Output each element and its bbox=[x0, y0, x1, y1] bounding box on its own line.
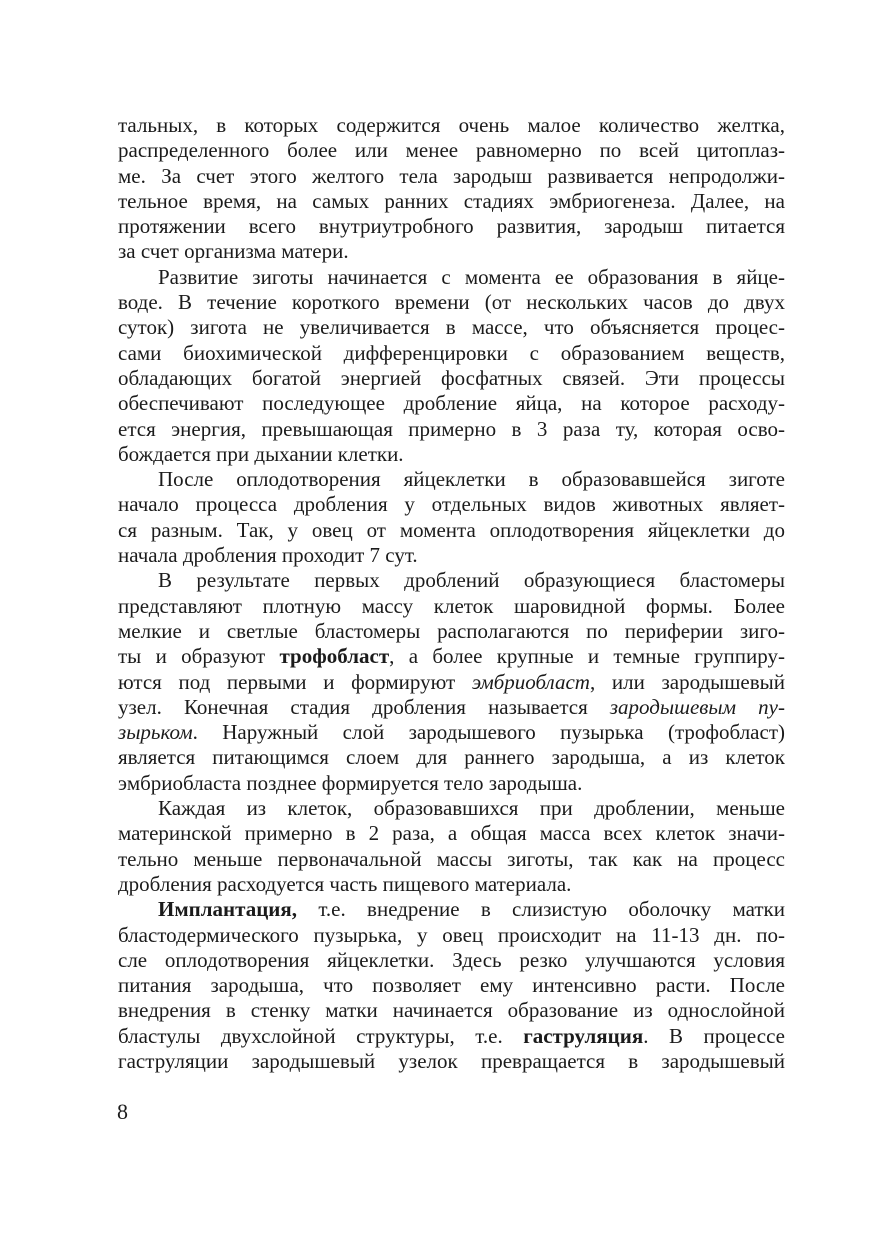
text-run: начала дробления проходит 7 сут. bbox=[118, 543, 418, 568]
paragraph bbox=[118, 265, 785, 467]
text-line bbox=[118, 796, 785, 821]
text-line bbox=[118, 568, 785, 593]
text-line bbox=[118, 670, 785, 695]
text-run: Развитие зиготы начинается с момента ее образования в яйце- bbox=[158, 264, 785, 289]
text-line bbox=[118, 1024, 785, 1049]
text-run: воде. В течение короткого времени (от нескольких часов до двух bbox=[118, 290, 785, 315]
text-run: тальных, в которых содержится очень малое количество желтка, bbox=[118, 113, 785, 137]
text-line bbox=[118, 164, 785, 189]
text-line bbox=[118, 315, 785, 340]
text-line bbox=[118, 872, 785, 897]
text-line bbox=[118, 619, 785, 644]
italic-term: зародышевым пу- bbox=[609, 694, 785, 719]
text-line bbox=[118, 492, 785, 517]
text-run: мелкие и светлые бластомеры располагаются по периферии зиго- bbox=[118, 618, 785, 643]
text-line bbox=[118, 847, 785, 872]
text-run: суток) зигота не увеличивается в массе, что объясняется процес- bbox=[118, 315, 785, 340]
text-line bbox=[118, 265, 785, 290]
text-line bbox=[118, 391, 785, 416]
text-line bbox=[118, 417, 785, 442]
text-line bbox=[118, 644, 785, 669]
text-run: ме. За счет этого желтого тела зародыш развивается непродолжи- bbox=[118, 163, 785, 188]
text-line bbox=[118, 897, 785, 922]
paragraph bbox=[118, 113, 785, 265]
text-run: тельное время, на самых ранних стадиях эмбриогенеза. Далее, на bbox=[118, 188, 785, 213]
text-line bbox=[118, 998, 785, 1023]
text-line bbox=[118, 518, 785, 543]
text-line bbox=[118, 745, 785, 770]
text-run: распределенного более или менее равномерно по всей цитоплаз- bbox=[118, 138, 785, 163]
text-line bbox=[118, 189, 785, 214]
text-run: . Наружный слой зародышевого пузырька (трофобласт) bbox=[192, 720, 785, 745]
text-run: протяжении всего внутриутробного развития, зародыш питается bbox=[118, 214, 785, 239]
text-run: тельно меньше первоначальной массы зиготы, так как на процесс bbox=[118, 846, 785, 871]
text-line bbox=[118, 720, 785, 745]
paragraph bbox=[118, 568, 785, 796]
text-line bbox=[118, 695, 785, 720]
text-run: , или зародышевый bbox=[589, 669, 786, 694]
text-run: После оплодотворения яйцеклетки в образовавшейся зиготе bbox=[158, 467, 785, 492]
text-run: В результате первых дроблений образующиеся бластомеры bbox=[158, 568, 785, 593]
text-run: за счет организма матери. bbox=[118, 239, 349, 264]
text-line bbox=[118, 341, 785, 366]
text-run: узел. Конечная стадия дробления называется bbox=[118, 694, 610, 719]
text-run: ся разным. Так, у овец от момента оплодотворения яйцеклетки до bbox=[118, 517, 785, 542]
text-run: бластулы двухслойной структуры, т.е. bbox=[118, 1023, 524, 1048]
text-run: ются под первыми и формируют bbox=[118, 669, 472, 694]
text-line bbox=[118, 113, 785, 138]
text-line bbox=[118, 290, 785, 315]
text-run: т.е. внедрение в слизистую оболочку матки bbox=[297, 897, 785, 922]
text-line bbox=[118, 442, 785, 467]
text-run: сле оплодотворения яйцеклетки. Здесь резко улучшаются условия bbox=[118, 947, 785, 972]
text-run: обеспечивают последующее дробление яйца, на которое расходу- bbox=[118, 391, 785, 416]
paragraph bbox=[118, 467, 785, 568]
bold-term: трофобласт bbox=[279, 644, 390, 669]
text-run: обладающих богатой энергией фосфатных связей. Эти процессы bbox=[118, 365, 785, 390]
text-line bbox=[118, 821, 785, 846]
paragraph bbox=[118, 897, 785, 1074]
text-run: сами биохимической дифференцировки с образованием веществ, bbox=[118, 340, 785, 365]
text-run: , а более крупные и темные группиру- bbox=[389, 644, 785, 669]
text-line bbox=[118, 948, 785, 973]
text-run: является питающимся слоем для раннего зародыша, а из клеток bbox=[118, 745, 785, 770]
text-run: питания зародыша, что позволяет ему интенсивно расти. После bbox=[118, 973, 785, 998]
text-line bbox=[118, 214, 785, 239]
text-run: бластодермического пузырька, у овец происходит на 11-13 дн. по- bbox=[118, 922, 785, 947]
text-run: внедрения в стенку матки начинается образование из однослойной bbox=[118, 998, 785, 1023]
text-run: гаструляции зародышевый узелок превращается в зародышевый bbox=[118, 1048, 785, 1073]
bold-term: Имплантация, bbox=[158, 897, 298, 922]
text-line bbox=[118, 973, 785, 998]
text-run: материнской примерно в 2 раза, а общая масса всех клеток значи- bbox=[118, 821, 785, 846]
text-line bbox=[118, 594, 785, 619]
text-line bbox=[118, 467, 785, 492]
text-run: бождается при дыхании клетки. bbox=[118, 441, 404, 466]
text-run: Каждая из клеток, образовавшихся при дроблении, меньше bbox=[158, 796, 785, 821]
paragraph bbox=[118, 796, 785, 897]
text-line bbox=[118, 1049, 785, 1074]
page-number: 8 bbox=[117, 1099, 128, 1124]
bold-term: гаструляция bbox=[523, 1023, 644, 1048]
text-run: эмбриобласта позднее формируется тело зародыша. bbox=[118, 770, 583, 795]
text-run: . В процессе bbox=[643, 1023, 785, 1048]
text-line bbox=[118, 239, 785, 264]
text-line bbox=[118, 543, 785, 568]
italic-term: эмбриобласт bbox=[471, 669, 590, 694]
text-line bbox=[118, 771, 785, 796]
text-run: начало процесса дробления у отдельных видов животных являет- bbox=[118, 492, 785, 517]
text-line bbox=[118, 138, 785, 163]
text-run: ется энергия, превышающая примерно в 3 раза ту, которая осво- bbox=[118, 416, 785, 441]
text-line bbox=[118, 366, 785, 391]
text-run: представляют плотную массу клеток шаровидной формы. Более bbox=[118, 593, 785, 618]
text-run: ты и образуют bbox=[118, 644, 280, 669]
text-line bbox=[118, 923, 785, 948]
page-body bbox=[118, 113, 785, 1074]
text-run: дробления расходуется часть пищевого материала. bbox=[118, 871, 572, 896]
italic-term: зырьком bbox=[118, 720, 193, 745]
